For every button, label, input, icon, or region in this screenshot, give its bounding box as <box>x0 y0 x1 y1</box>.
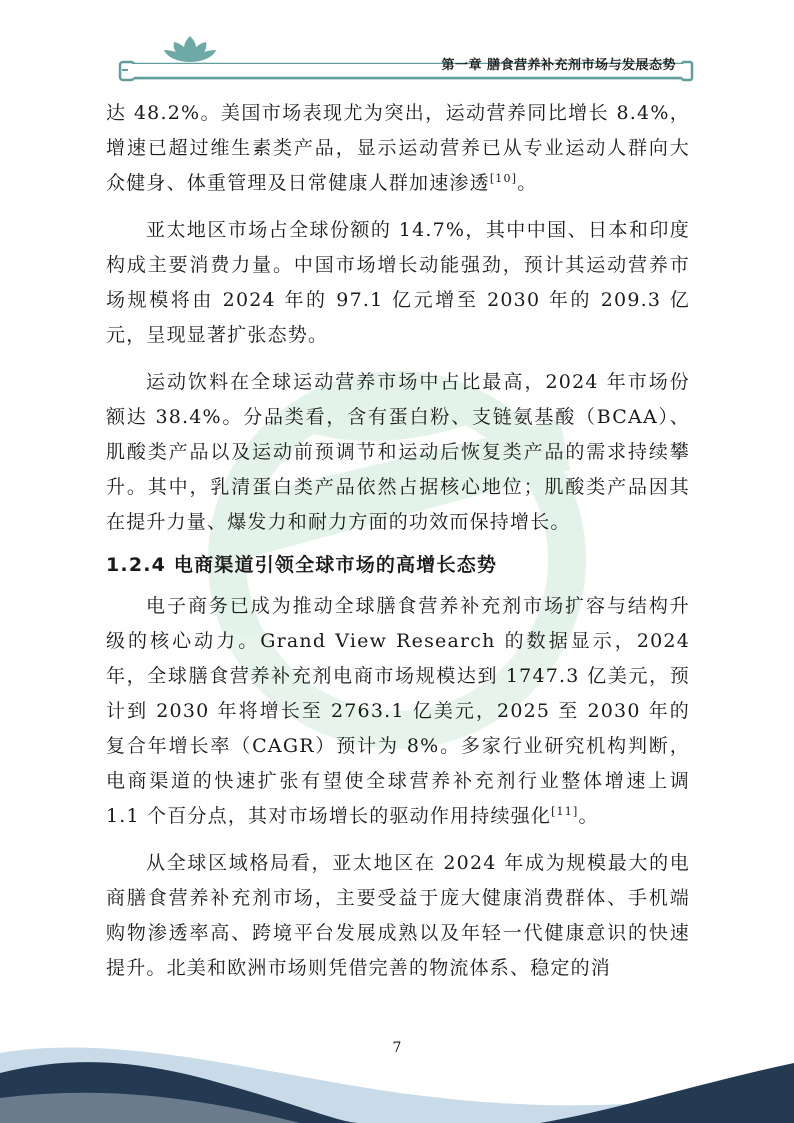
document-body <box>106 96 690 986</box>
paragraph-text: 。 <box>578 805 599 827</box>
citation-ref: [10] <box>489 172 518 185</box>
paragraph <box>106 589 690 834</box>
lotus-icon <box>164 36 216 62</box>
paragraph <box>106 96 690 201</box>
paragraph-text: 电子商务已成为推动全球膳食营养补充剂市场扩容与结构升级的核心动力。Grand View Research 的数据显示，2024 年，全球膳食营养补充剂电商市场规模达到 1747.3 亿美元，预计到 2030 年将增长至 2763.1 亿美元，2025 至 2030 年的复合年增长率（CAGR）预计为 8%。多家行业研究机构判断，电商渠道的快速扩张有望使全球营养补充剂行业整体增速上调 1.1 个百分点，其对市场增长的驱动作用持续强化 <box>106 595 690 827</box>
chapter-title: 第一章 膳食营养补充剂市场与发展态势 <box>441 58 676 73</box>
section-heading: 1.2.4 电商渠道引领全球市场的高增长态势 <box>106 554 498 576</box>
paragraph: 从全球区域格局看，亚太地区在 2024 年成为规模最大的电商膳食营养补充剂市场，主要受益于庞大健康消费群体、手机端购物渗透率高、跨境平台发展成熟以及年轻一代健康意识的快速提升。北美和欧洲市场则凭借完善的物流体系、稳定的消 <box>106 852 690 979</box>
citation-ref: [11] <box>551 805 579 818</box>
page-header <box>0 0 794 95</box>
paragraph: 运动饮料在全球运动营养市场中占比最高，2024 年市场份额达 38.4%。分品类看，含有蛋白粉、支链氨基酸（BCAA）、肌酸类产品以及运动前预调节和运动后恢复类产品的需求持续攀升。其中，乳清蛋白类产品依然占据核心地位；肌酸类产品因其在提升力量、爆发力和耐力方面的功效而保持增长。 <box>106 371 690 533</box>
page-number: 7 <box>392 1040 402 1056</box>
paragraph-text: 。 <box>517 172 538 194</box>
header-decoration <box>0 0 794 95</box>
page-footer <box>0 1013 794 1123</box>
footer-wave-decoration <box>0 1013 794 1123</box>
paragraph-text: 达 48.2%。美国市场表现尤为突出，运动营养同比增长 8.4%，增速已超过维生素类产品，显示运动营养已从专业运动人群向大众健身、体重管理及日常健康人群加速渗透 <box>106 102 690 194</box>
paragraph: 亚太地区市场占全球份额的 14.7%，其中中国、日本和印度构成主要消费力量。中国市场增长动能强劲，预计其运动营养市场规模将由 2024 年的 97.1 亿元增至 2030 年的 209.3 亿元，呈现显著扩张态势。 <box>106 219 690 346</box>
